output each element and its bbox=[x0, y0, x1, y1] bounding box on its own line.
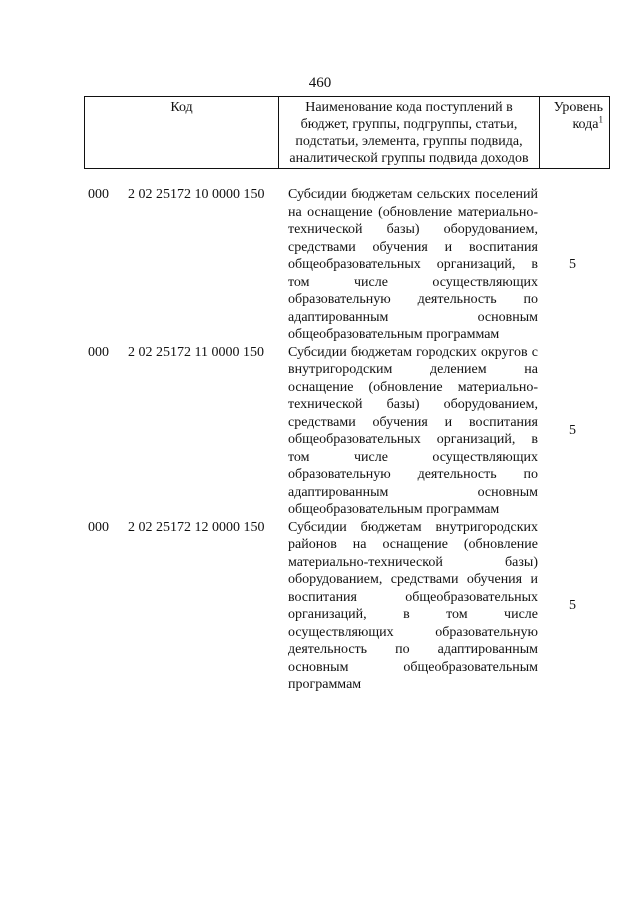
row-prefix: 000 bbox=[88, 187, 109, 202]
row-name: Субсидии бюджетам городских округов с внутригородским делением на оснащение (обновление материально-технической базы) оборудованием, средствами обучения и воспитания общеобразовательных организаций, в том числе осуществляющих образовательную деятельность по адаптированным основным общеобразовательным программам bbox=[288, 344, 538, 517]
row-code: 2 02 25172 12 0000 150 bbox=[128, 519, 265, 535]
row-level: 5 bbox=[569, 598, 576, 614]
row-name: Субсидии бюджетам внутригородских районов на оснащение (обновление материально-технической базы) оборудованием, средствами обучения и воспитания общеобразовательных организаций, в том числе осуществляющих образовательную деятельность по адаптированным основным общеобразовательным программам bbox=[288, 519, 538, 692]
row-prefix: 000 bbox=[88, 519, 109, 535]
table-body bbox=[84, 186, 606, 694]
table-header bbox=[84, 96, 610, 169]
header-name: Наименование кода поступлений в бюджет, группы, подгруппы, статьи, подстатьи, элемента, группы подвида, аналитической группы подвида доходов bbox=[279, 97, 540, 169]
table-row bbox=[84, 186, 606, 344]
header-level-cell bbox=[540, 97, 610, 169]
header-level: Уровень кода bbox=[553, 100, 603, 132]
table-row bbox=[84, 519, 606, 694]
table-header-row bbox=[85, 97, 610, 169]
header-level-footnote: 1 bbox=[598, 114, 603, 125]
header-code: Код bbox=[85, 97, 279, 169]
table-row bbox=[84, 344, 606, 519]
row-code: 2 02 25172 10 0000 150 bbox=[128, 187, 265, 202]
page-number: 460 bbox=[308, 75, 332, 91]
row-code: 2 02 25172 11 0000 150 bbox=[128, 344, 264, 360]
row-level: 5 bbox=[569, 423, 576, 439]
row-name: Субсидии бюджетам сельских поселений на оснащение (обновление материально-технической базы) оборудованием, средствами обучения и воспитания общеобразовательных организаций, в том числе осуществляющих образовательную деятельность по адаптированным основным общеобразовательным программам bbox=[288, 187, 538, 342]
row-prefix: 000 bbox=[88, 344, 109, 360]
row-level: 5 bbox=[569, 257, 576, 272]
